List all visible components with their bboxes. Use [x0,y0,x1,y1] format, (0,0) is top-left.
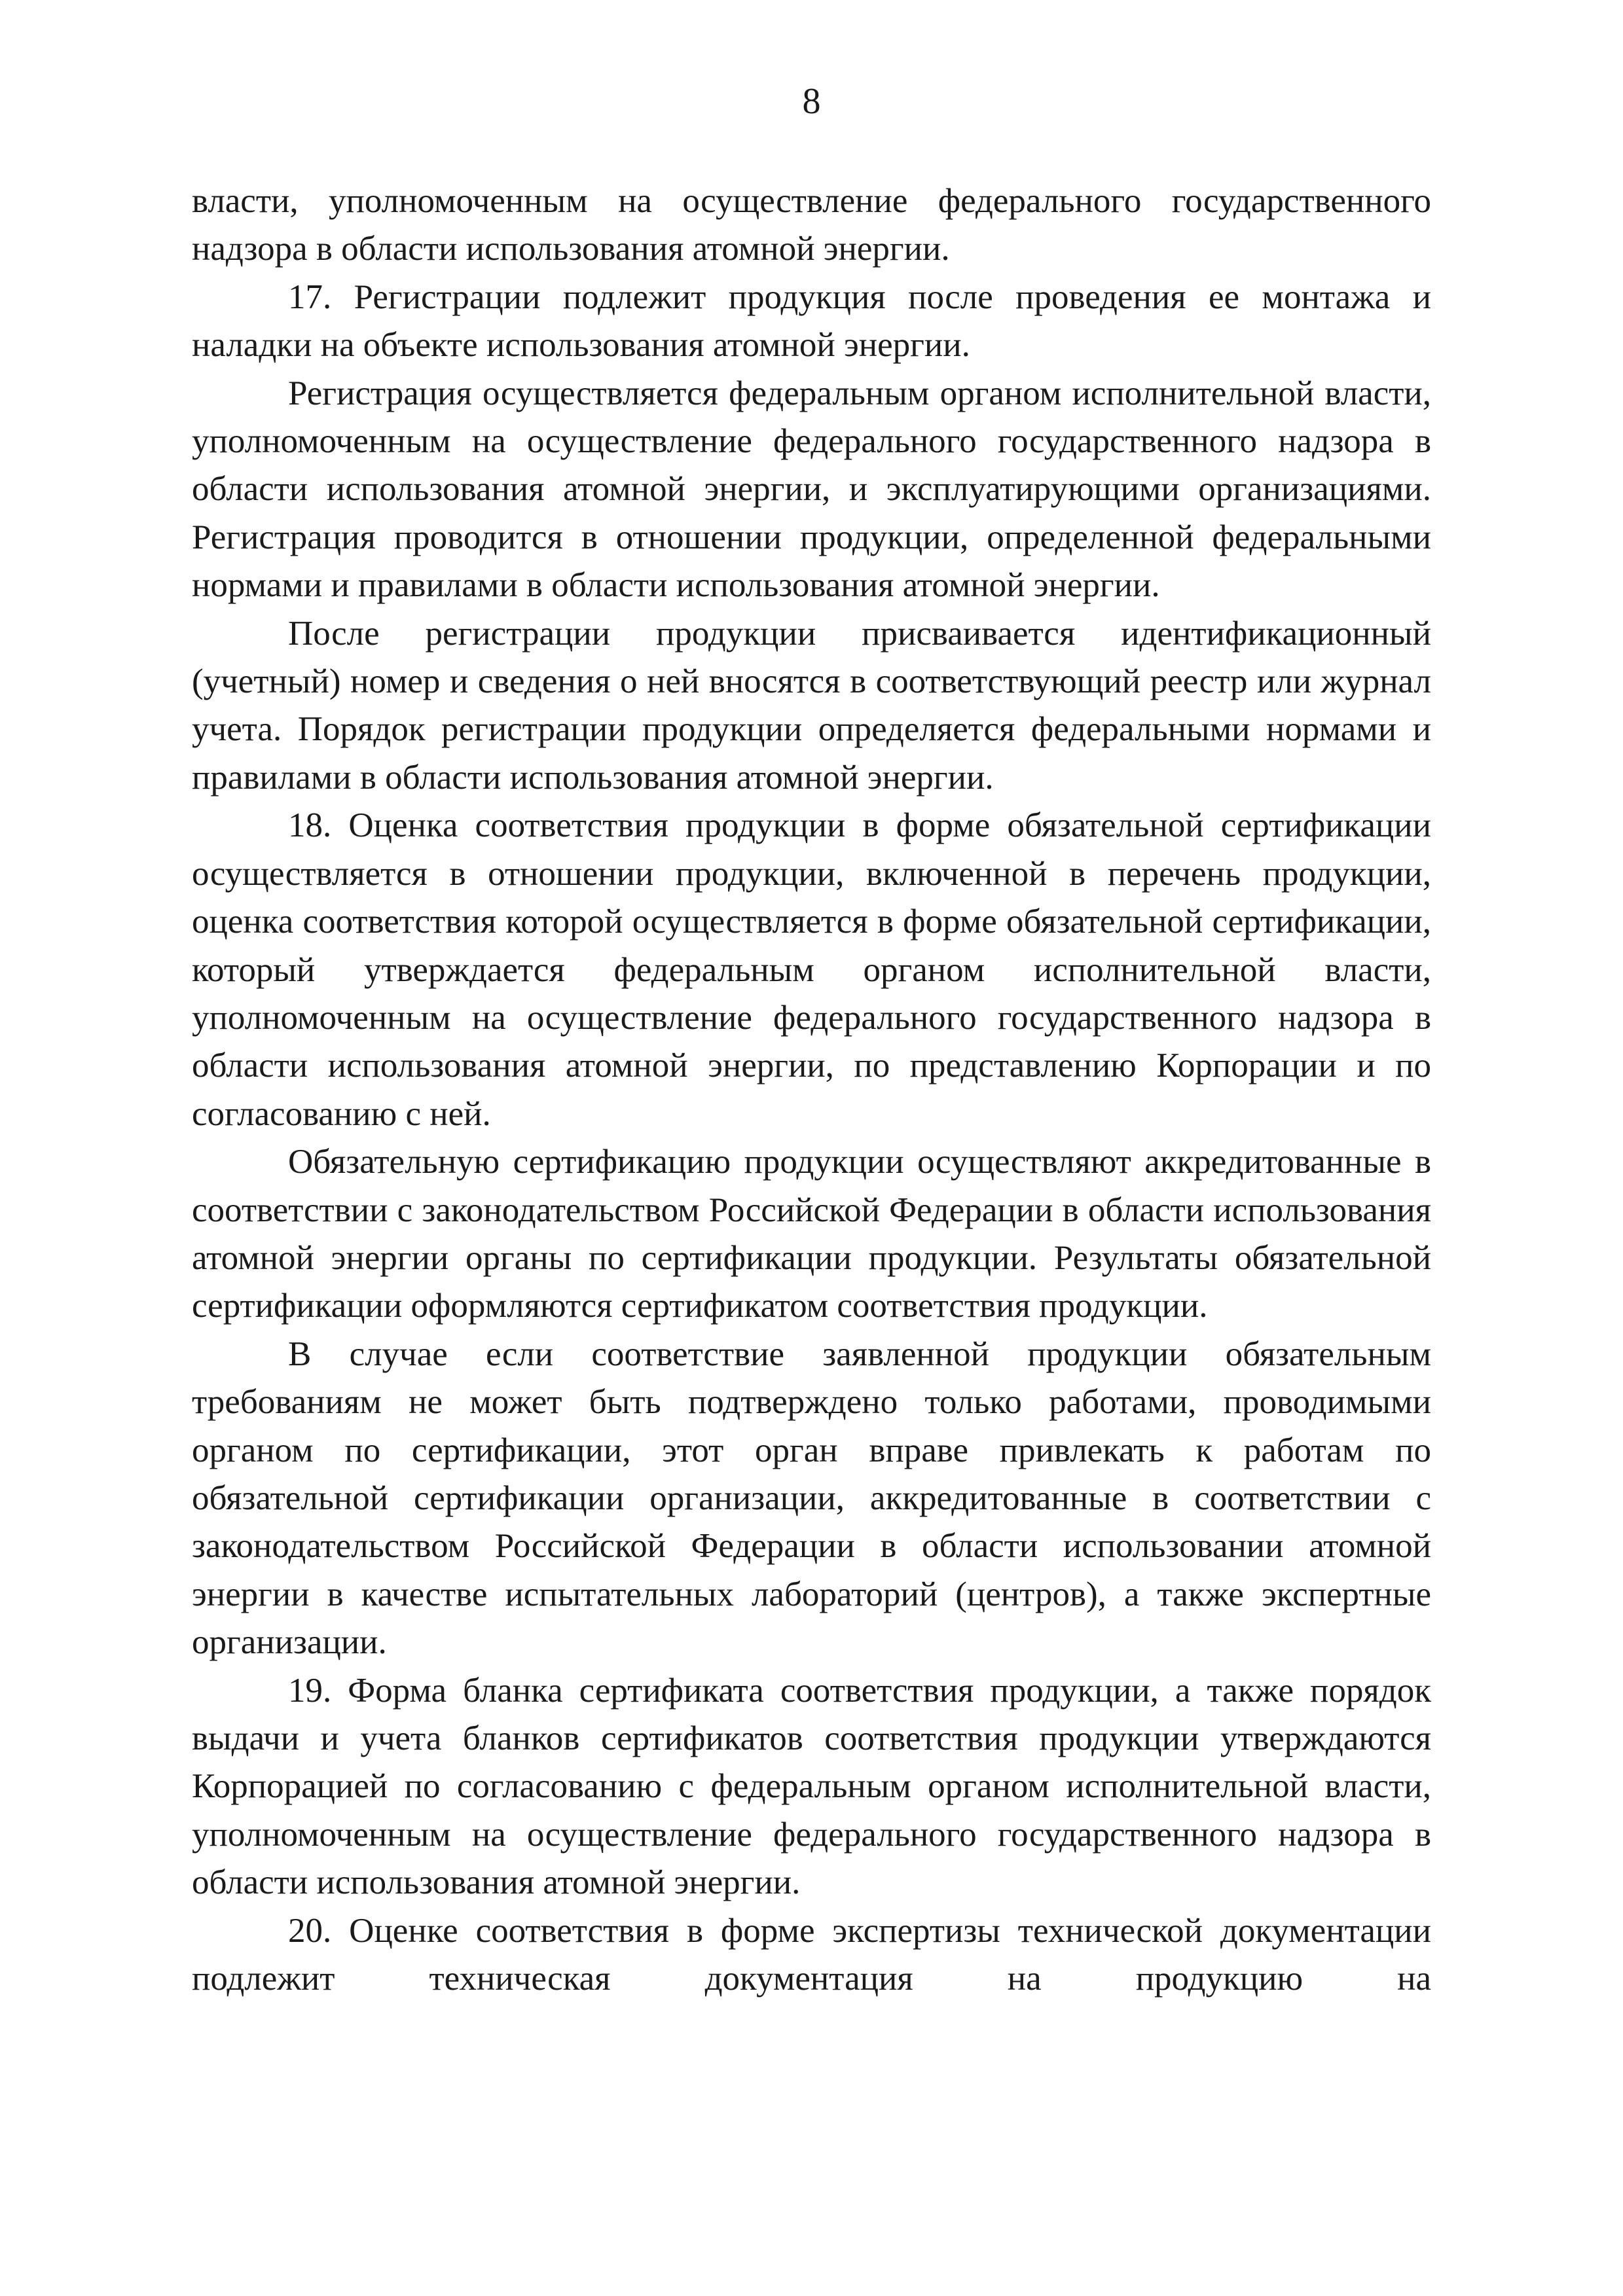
paragraph-item-20: 20. Оценке соответствия в форме экспертизы технической документации подлежит техническая документация на продукцию на [192,1911,1431,1998]
paragraph-item-17: 17. Регистрации подлежит продукция после проведения ее монтажа и наладки на объекте использования атомной энергии. [192,278,1431,365]
paragraph-registration: Регистрация осуществляется федеральным органом исполнительной власти, уполномоченным на осуществление федерального государственного надзора в области использования атомной энергии, и эксплуатирующими организациями. Регистрация проводится в отношении продукции, определенной федеральными нормами и правилами в области использования атомной энергии. [192,374,1431,605]
paragraph-item-19: 19. Форма бланка сертификата соответствия продукции, а также порядок выдачи и учета бланков сертификатов соответствия продукции утверждаются Корпорацией по согласованию с федеральным органом исполнительной власти, уполномоченным на осуществление федерального государственного надзора в области использования атомной энергии. [192,1671,1431,1902]
page-number: 8 [802,81,821,122]
paragraph-continuation: власти, уполномоченным на осуществление федерального государственного надзора в области использования атомной энергии. [192,182,1431,268]
paragraph-after-registration: После регистрации продукции присваивается идентификационный (учетный) номер и сведения о ней вносятся в соответствующий реестр или журнал учета. Порядок регистрации продукции определяется федеральными нормами и правилами в области использования атомной энергии. [192,614,1431,797]
paragraph-conformity-case: В случае если соответствие заявленной продукции обязательным требованиям не может быть подтверждено только работами, проводимыми органом по сертификации, этот орган вправе привлекать к работам по обязательной сертификации организации, аккредитованные в соответствии с законодательством Российской Федерации в области использовании атомной энергии в качестве испытательных лабораторий (центров), а также экспертные организации. [192,1335,1431,1662]
paragraph-mandatory-certification: Обязательную сертификацию продукции осуществляют аккредитованные в соответствии с законодательством Российской Федерации в области использования атомной энергии органы по сертификации продукции. Результаты обязательной сертификации оформляются сертификатом соответствия продукции. [192,1143,1431,1325]
paragraph-item-18: 18. Оценка соответствия продукции в форме обязательной сертификации осуществляется в отношении продукции, включенной в перечень продукции, оценка соответствия которой осуществляется в форме обязательной сертификации, который утверждается федеральным органом исполнительной власти, уполномоченным на осуществление федерального государственного надзора в области использования атомной энергии, по представлению Корпорации и по согласованию с ней. [192,806,1431,1133]
document-body [192,177,1431,2003]
